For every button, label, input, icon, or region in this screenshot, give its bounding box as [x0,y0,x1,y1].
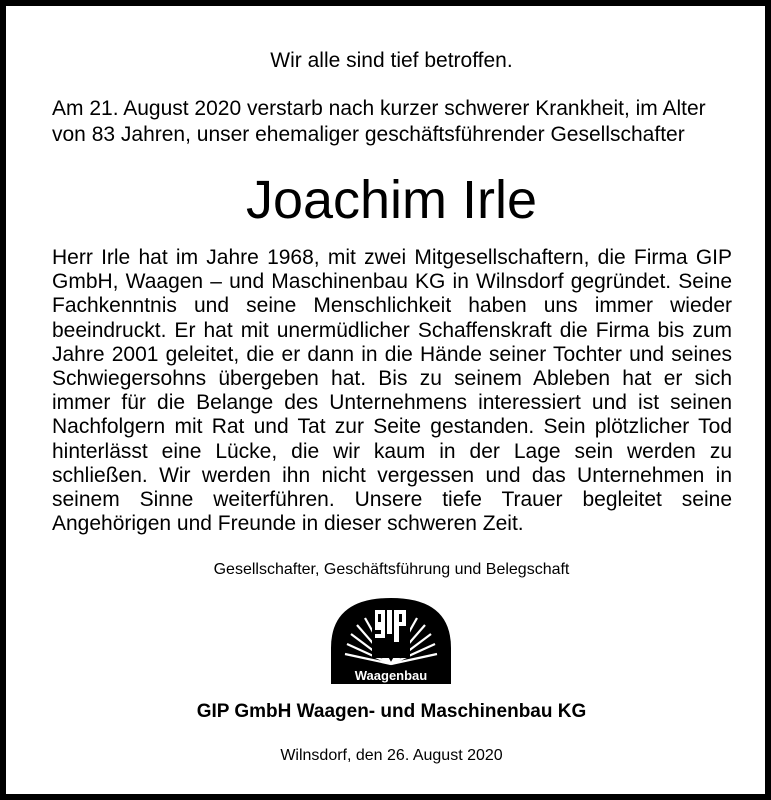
company-name: GIP GmbH Waagen- und Maschinenbau KG [196,701,587,722]
body-line: immer für die Belange des Unternehmens interessiert und ist seinen [52,391,732,415]
body-line: schließen. Wir werden ihn nicht vergessen und das Unternehmen in [52,463,732,487]
body-line: Angehörigen und Freunde in dieser schweren Zeit. [52,512,524,536]
body-line: Herr Irle hat im Jahre 1968, mit zwei Mitgesellschaftern, die Firma GIP [52,246,732,269]
body-line: GmbH, Waagen – und Maschinenbau KG in Wilnsdorf gegründet. Seine [52,270,732,294]
intro-paragraph [52,96,732,147]
headline: Wir alle sind tief betroffen. [270,49,513,72]
body-line: Fachkenntnis und seine Menschlichkeit haben uns immer wieder [52,294,732,318]
signers-line: Gesellschafter, Geschäftsführung und Belegschaft [213,561,570,578]
body-line: Nachfolgern mit Rat und Tat zur Seite gestanden. Sein plötzlicher Tod [52,415,732,439]
body-line: Jahre 2001 geleitet, die er dann in die Hände seiner Tochter und seines [52,342,732,366]
body-line: seinem Sinne weiterführen. Unsere tiefe Trauer begleitet seine [52,487,732,511]
deceased-name: Joachim Irle [245,170,538,230]
intro-line: Am 21. August 2020 verstarb nach kurzer schwerer Krankheit, im Alter [52,97,706,120]
place-and-date: Wilnsdorf, den 26. August 2020 [280,747,503,764]
intro-line: von 83 Jahren, unser ehemaliger geschäftsführender Gesellschafter [52,122,685,146]
body-line: Schwiegersohns übergeben hat. Bis zu seinem Ableben hat er sich [52,366,732,390]
body-line: hinterlässt eine Lücke, die wir kaum in der Lage sein werden zu [52,439,732,463]
logo-caption: Waagenbau [354,668,428,683]
body-line: beeindruckt. Er hat mit unermüdlicher Schaffenskraft die Firma bis zum [52,318,732,342]
body-paragraph [52,246,732,536]
